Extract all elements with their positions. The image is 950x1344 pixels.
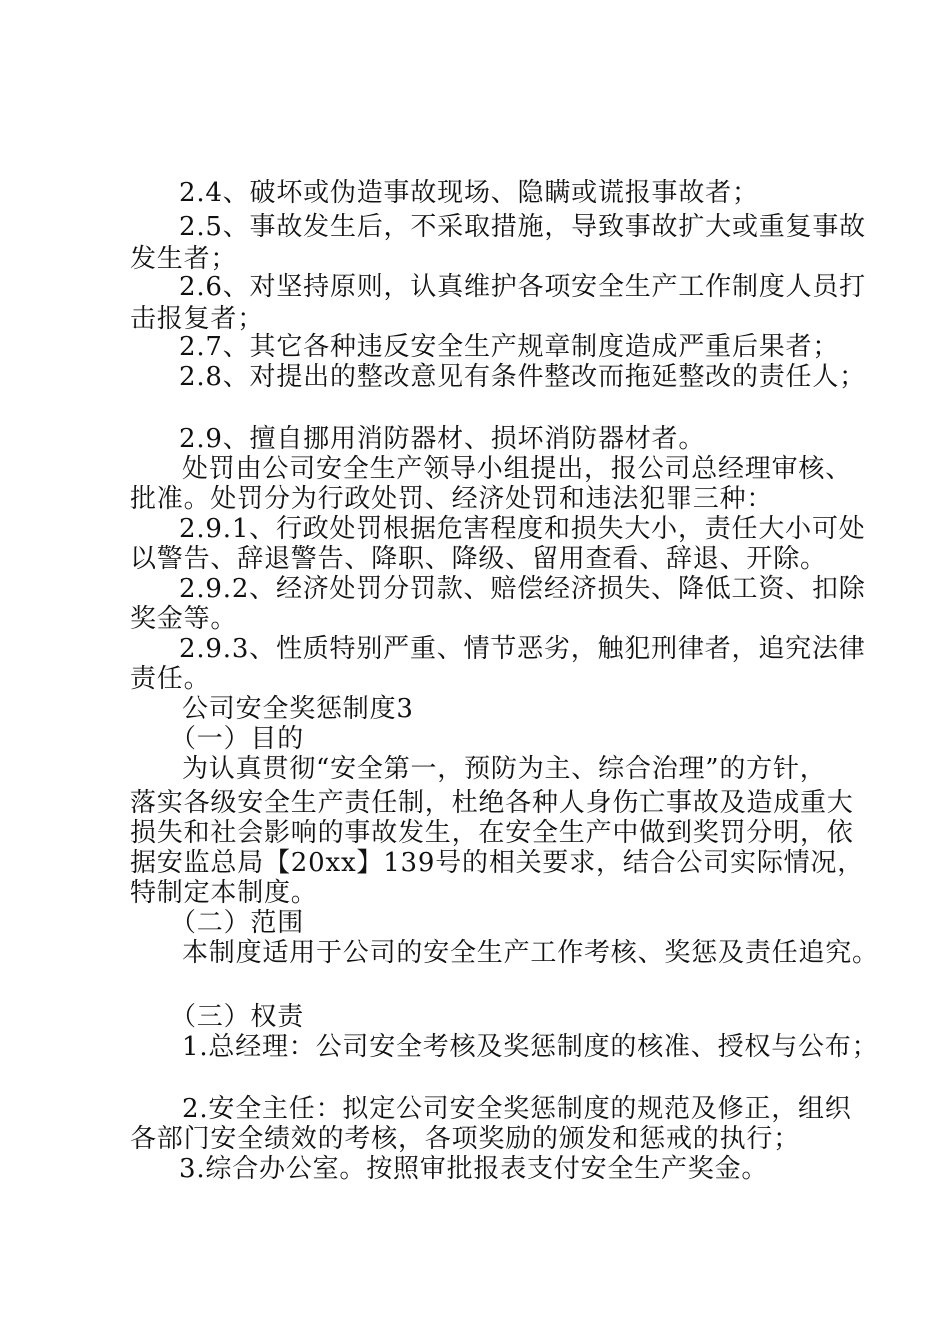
- text-line: 各部门安全绩效的考核，各项奖励的颁发和惩戒的执行；: [130, 1124, 801, 1154]
- text-line: 处罚由公司安全生产领导小组提出，报公司总经理审核、: [182, 454, 853, 484]
- text-line: 3.综合办公室。按照审批报表支付安全生产奖金。: [179, 1154, 769, 1184]
- text-line: 责任。: [130, 664, 211, 694]
- text-line: 2.8、对提出的整改意见有条件整改而拖延整改的责任人；: [179, 362, 866, 392]
- text-line: 损失和社会影响的事故发生，在安全生产中做到奖罚分明，依: [130, 818, 854, 848]
- text-line: 批准。处罚分为行政处罚、经济处罚和违法犯罪三种：: [130, 484, 774, 514]
- text-line: 2.7、其它各种违反安全生产规章制度造成严重后果者；: [179, 332, 840, 362]
- text-line: 2.安全主任：拟定公司安全奖惩制度的规范及修正，组织: [182, 1094, 852, 1124]
- text-line: 1.总经理：公司安全考核及奖惩制度的核准、授权与公布；: [182, 1032, 879, 1062]
- section-heading: （二）范围: [170, 908, 305, 938]
- text-line: 发生者；: [130, 244, 238, 274]
- text-line: 击报复者；: [130, 304, 265, 334]
- section-heading: （三）权责: [170, 1002, 305, 1032]
- text-line: 本制度适用于公司的安全生产工作考核、奖惩及责任追究。: [182, 938, 879, 968]
- text-line: 据安监总局【20xx】139号的相关要求，结合公司实际情况，: [130, 848, 865, 878]
- text-line: 2.9.2、经济处罚分罚款、赔偿经济损失、降低工资、扣除: [179, 574, 866, 604]
- text-line: 2.5、事故发生后，不采取措施，导致事故扩大或重复事故: [179, 212, 866, 242]
- text-line: 2.4、破坏或伪造事故现场、隐瞒或谎报事故者；: [179, 178, 759, 208]
- text-line: 2.9、擅自挪用消防器材、损坏消防器材者。: [179, 424, 706, 454]
- text-line: 2.6、对坚持原则，认真维护各项安全生产工作制度人员打: [179, 272, 866, 302]
- section-heading: （一）目的: [170, 724, 305, 754]
- text-line: 2.9.1、行政处罚根据危害程度和损失大小，责任大小可处: [179, 514, 866, 544]
- text-line: 以警告、辞退警告、降职、降级、留用查看、辞退、开除。: [130, 544, 827, 574]
- text-line: 特制定本制度。: [130, 878, 318, 908]
- text-line: 为认真贯彻“安全第一，预防为主、综合治理”的方针，: [182, 754, 827, 784]
- text-line: 2.9.3、性质特别严重、情节恶劣，触犯刑律者，追究法律: [179, 634, 866, 664]
- text-line: 落实各级安全生产责任制，杜绝各种人身伤亡事故及造成重大: [130, 788, 854, 818]
- section-heading: 公司安全奖惩制度3: [182, 694, 414, 724]
- text-line: 奖金等。: [130, 604, 238, 634]
